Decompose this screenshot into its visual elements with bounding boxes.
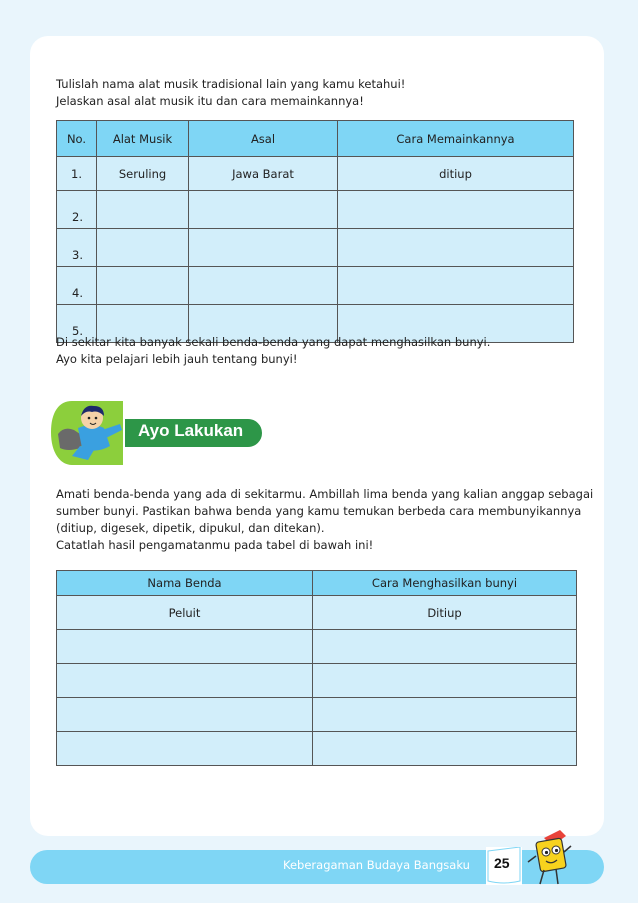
table-row xyxy=(57,229,574,267)
cell-sound-method[interactable] xyxy=(313,698,577,732)
activity-line-3: (ditiup, digesek, dipetik, dipukul, dan ditekan). xyxy=(56,521,325,535)
header-instrument: Alat Musik xyxy=(97,121,189,157)
table-header-row xyxy=(57,121,574,157)
intro-line-2: Jelaskan asal alat musik itu dan cara memainkannya! xyxy=(56,94,364,108)
table-row xyxy=(57,732,577,766)
cell-object-name[interactable] xyxy=(57,664,313,698)
cell-object-name[interactable] xyxy=(57,630,313,664)
activity-text xyxy=(56,486,593,554)
table-row xyxy=(57,698,577,732)
table-row xyxy=(57,664,577,698)
middle-line-1: Di sekitar kita banyak sekali benda-benda yang dapat menghasilkan bunyi. xyxy=(56,335,491,349)
cell-how-to-play[interactable] xyxy=(338,229,574,267)
cell-no: 5. xyxy=(57,305,97,343)
cell-sound-method[interactable] xyxy=(313,630,577,664)
header-object-name: Nama Benda xyxy=(57,571,313,596)
table-row xyxy=(57,596,577,630)
intro-text xyxy=(56,76,405,110)
cell-object-name: Peluit xyxy=(57,596,313,630)
middle-text xyxy=(56,334,490,368)
table-row xyxy=(57,157,574,191)
cell-instrument: Seruling xyxy=(97,157,189,191)
activity-line-4: Catatlah hasil pengamatanmu pada tabel di bawah ini! xyxy=(56,538,374,552)
cell-how-to-play: ditiup xyxy=(338,157,574,191)
cell-origin: Jawa Barat xyxy=(189,157,338,191)
header-no: No. xyxy=(57,121,97,157)
cell-how-to-play[interactable] xyxy=(338,267,574,305)
activity-line-1: Amati benda-benda yang ada di sekitarmu. Ambillah lima benda yang kalian anggap sebagai xyxy=(56,487,594,501)
cell-instrument[interactable] xyxy=(97,191,189,229)
sound-object-table xyxy=(56,570,577,766)
header-how-to-play: Cara Memainkannya xyxy=(338,121,574,157)
middle-line-2: Ayo kita pelajari lebih jauh tentang bunyi! xyxy=(56,352,298,366)
cell-no: 2. xyxy=(57,191,97,229)
cell-instrument[interactable] xyxy=(97,229,189,267)
page-number: 25 xyxy=(494,855,510,871)
cell-sound-method: Ditiup xyxy=(313,596,577,630)
cell-no: 1. xyxy=(57,157,97,191)
cell-origin[interactable] xyxy=(189,229,338,267)
intro-line-1: Tulislah nama alat musik tradisional lain yang kamu ketahui! xyxy=(56,77,406,91)
cell-instrument[interactable] xyxy=(97,267,189,305)
cell-sound-method[interactable] xyxy=(313,664,577,698)
pencil-mascot-icon xyxy=(524,826,574,888)
cell-object-name[interactable] xyxy=(57,732,313,766)
table-row xyxy=(57,267,574,305)
footer-title: Keberagaman Budaya Bangsaku xyxy=(283,858,470,872)
cell-object-name[interactable] xyxy=(57,698,313,732)
table-header-row xyxy=(57,571,577,596)
cell-origin[interactable] xyxy=(189,191,338,229)
banner-title: Ayo Lakukan xyxy=(138,421,244,440)
activity-line-2: sumber bunyi. Pastikan bahwa benda yang kamu temukan berbeda cara membunyikannya xyxy=(56,504,582,518)
cell-sound-method[interactable] xyxy=(313,732,577,766)
header-origin: Asal xyxy=(189,121,338,157)
instrument-table xyxy=(56,120,574,343)
cell-no: 3. xyxy=(57,229,97,267)
cell-origin[interactable] xyxy=(189,267,338,305)
cell-no: 4. xyxy=(57,267,97,305)
cell-how-to-play[interactable] xyxy=(338,191,574,229)
table-row xyxy=(57,630,577,664)
table-row xyxy=(57,191,574,229)
header-sound-method: Cara Menghasilkan bunyi xyxy=(313,571,577,596)
